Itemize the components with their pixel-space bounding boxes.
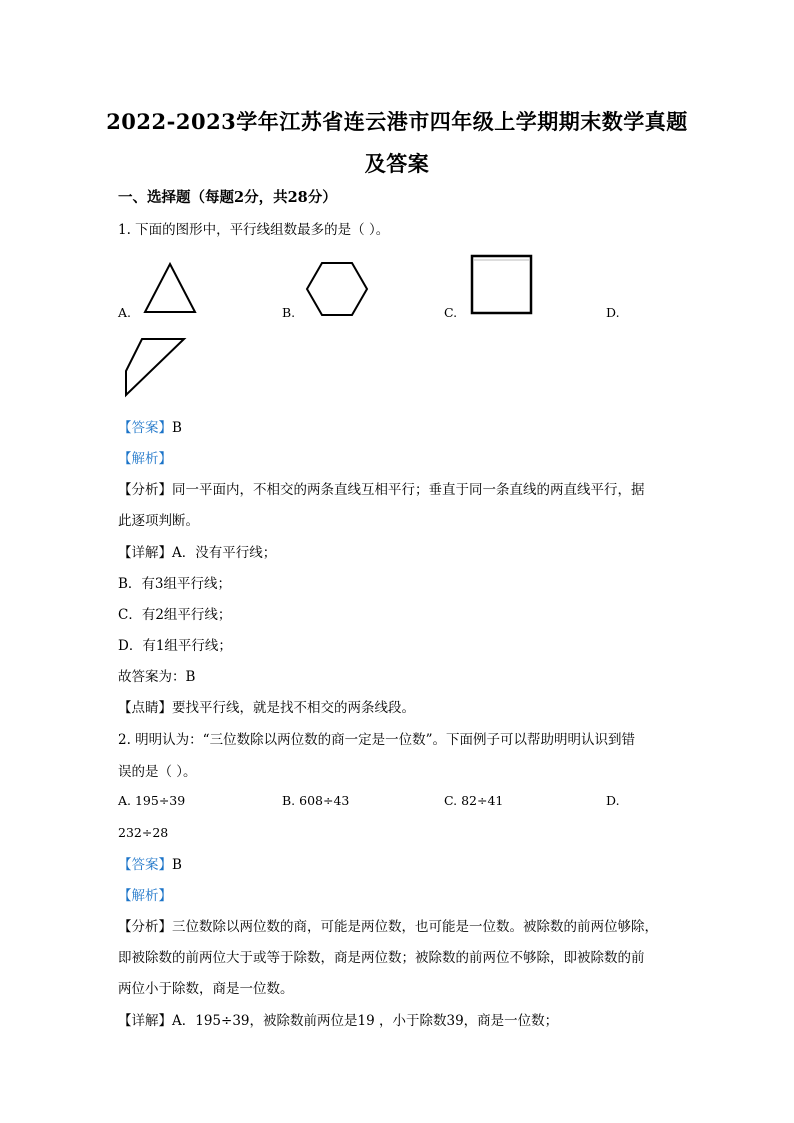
q1-xiangjie-line2: B．有3组平行线； <box>118 576 232 592</box>
q2-option-c: C. 82÷41 <box>444 793 504 808</box>
q2-option-b: B. 608÷43 <box>282 793 350 808</box>
triangle-figure <box>143 262 197 314</box>
fenxi-tag: 【分析】 <box>118 482 172 498</box>
q2-stem-line1: 2. 明明认为：“三位数除以两位数的商一定是一位数”。下面例子可以帮助明明认识到错 <box>118 732 635 748</box>
q1-fenxi-line2: 此逐项判断。 <box>118 513 199 529</box>
q1-option-d: D. <box>606 305 620 320</box>
q2-analysis-label: 【解析】 <box>118 888 172 904</box>
q1-stem: 1. 下面的图形中，平行线组数最多的是（ ）。 <box>118 222 390 238</box>
fenxi-tag: 【分析】 <box>118 919 172 935</box>
fenxi-text: 同一平面内，不相交的两条直线互相平行；垂直于同一条直线的两直线平行，据 <box>172 482 645 498</box>
xiangjie-tag: 【详解】 <box>118 1013 172 1029</box>
xiangjie-text: A．195÷39，被除数前两位是19 ，小于除数39，商是一位数； <box>172 1013 559 1029</box>
q2-option-a: A. 195÷39 <box>118 793 186 808</box>
q1-xiangjie-line3: C．有2组平行线； <box>118 607 232 623</box>
q1-conclusion: 故答案为：B <box>118 669 196 685</box>
xiangjie-text: A．没有平行线； <box>172 545 277 561</box>
answer-value: B <box>172 420 182 436</box>
q2-fenxi-line3: 两位小于除数，商是一位数。 <box>118 981 294 997</box>
answer-tag: 【答案】 <box>118 857 172 873</box>
fenxi-text: 三位数除以两位数的商，可能是两位数，也可能是一位数。被除数的前两位够除， <box>172 919 658 935</box>
square-figure <box>470 254 534 316</box>
q1-analysis-label: 【解析】 <box>118 451 172 467</box>
page-title-continued: 及答案 <box>364 151 430 176</box>
q1-answer <box>118 416 182 436</box>
q1-option-a: A. <box>118 305 132 320</box>
page-title: 2022-2023学年江苏省连云港市四年级上学期期末数学真题 <box>106 109 688 134</box>
q1-option-b: B. <box>282 305 296 320</box>
section-heading: 一、选择题（每题2分，共28分） <box>118 189 337 206</box>
q1-fenxi-line1 <box>118 478 645 498</box>
dianjing-tag: 【点睛】 <box>118 700 172 716</box>
q1-dianjing <box>118 696 415 716</box>
q2-answer <box>118 853 182 873</box>
trapezoid-figure <box>122 337 186 399</box>
q2-stem-line2: 误的是（ ）。 <box>118 764 197 780</box>
q2-fenxi-line1 <box>118 915 658 935</box>
hexagon-figure <box>305 261 369 317</box>
q2-fenxi-line2: 即被除数的前两位大于或等于除数，商是两位数；被除数的前两位不够除，即被除数的前 <box>118 950 645 966</box>
q2-option-d-value: 232÷28 <box>118 825 169 840</box>
q1-option-c: C. <box>444 305 458 320</box>
q1-xiangjie-line1 <box>118 541 276 561</box>
answer-value: B <box>172 857 182 873</box>
answer-tag: 【答案】 <box>118 420 172 436</box>
dianjing-text: 要找平行线，就是找不相交的两条线段。 <box>172 700 415 716</box>
q2-xiangjie-line1 <box>118 1009 558 1029</box>
q2-option-d: D. <box>606 793 620 808</box>
xiangjie-tag: 【详解】 <box>118 545 172 561</box>
q1-xiangjie-line4: D．有1组平行线； <box>118 638 232 654</box>
